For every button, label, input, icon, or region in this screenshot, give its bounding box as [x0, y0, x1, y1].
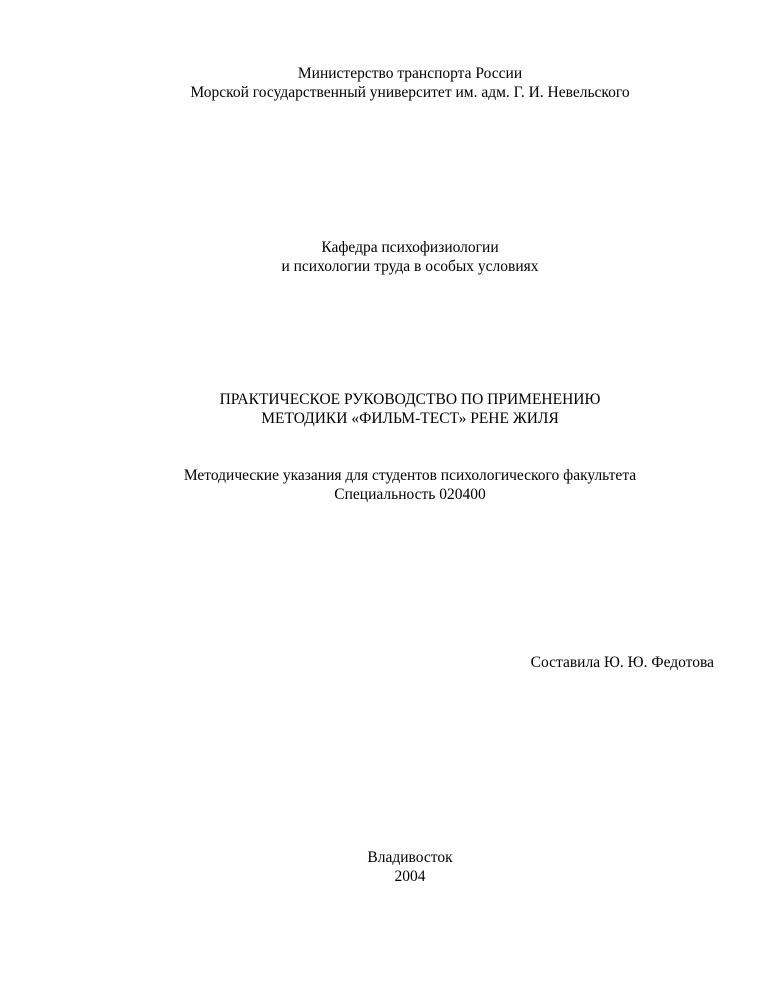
title-line-2: МЕТОДИКИ «ФИЛЬМ-ТЕСТ» РЕНЕ ЖИЛЯ	[261, 410, 559, 427]
department-line-2: и психологии труда в особых условиях	[281, 258, 539, 275]
institution-header	[0, 64, 768, 102]
publication-year: 2004	[394, 868, 426, 885]
ministry-name: Министерство транспорта России	[297, 65, 523, 82]
document-title	[0, 390, 768, 428]
author-credit: Составила Ю. Ю. Федотова	[530, 654, 714, 671]
guidelines-text: Методические указания для студентов психологического факультета	[183, 467, 637, 484]
document-subtitle	[0, 466, 768, 504]
department-line-1: Кафедра психофизиологии	[321, 239, 499, 256]
university-name: Морской государственный университет им. адм. Г. И. Невельского	[190, 84, 630, 101]
department-block	[0, 238, 768, 276]
publication-info	[0, 848, 768, 886]
publication-city: Владивосток	[367, 849, 453, 866]
specialty-text: Специальность 020400	[334, 486, 486, 503]
title-line-1: ПРАКТИЧЕСКОЕ РУКОВОДСТВО ПО ПРИМЕНЕНИЮ	[219, 391, 601, 408]
